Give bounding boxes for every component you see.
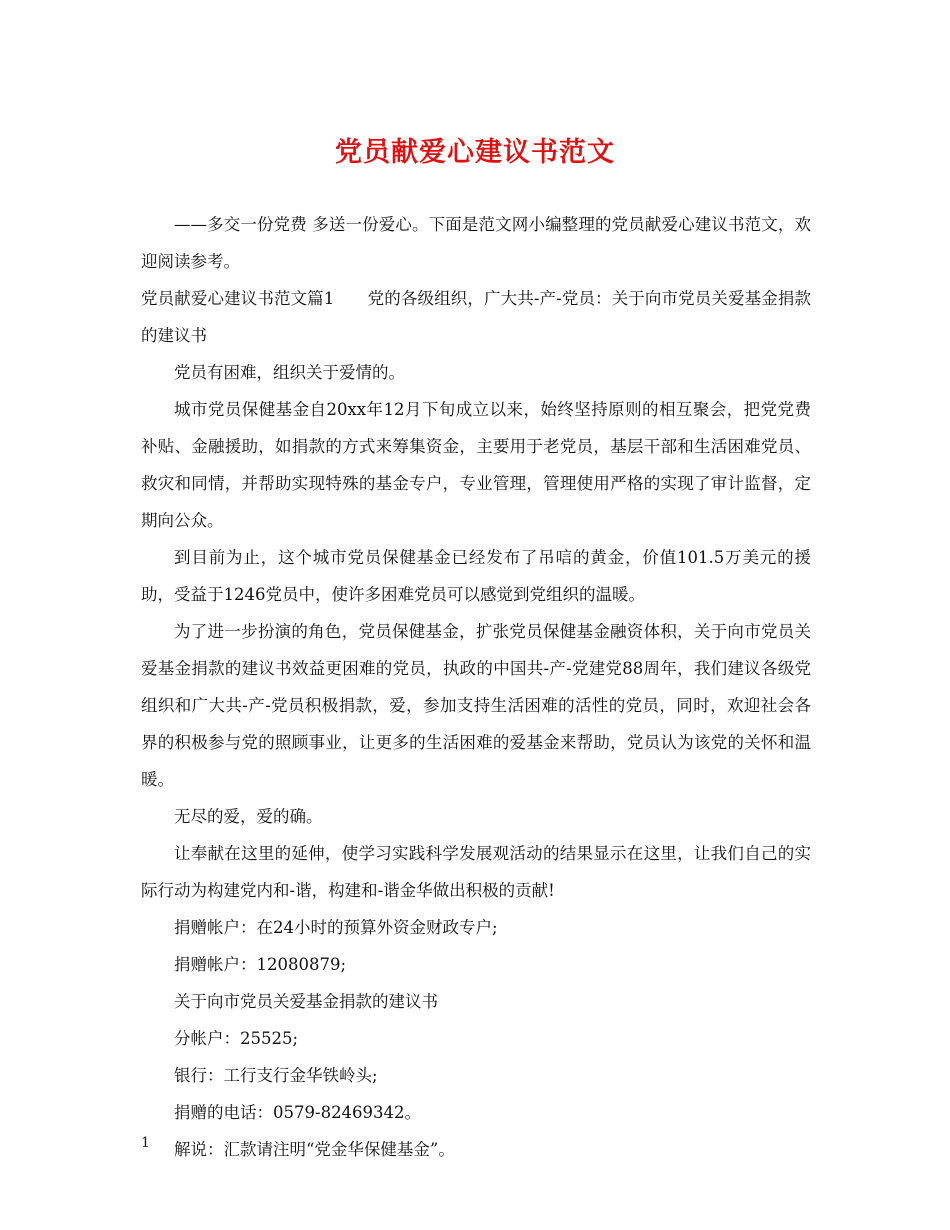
phone-line: 捐赠的电话：0579-82469342。	[174, 1103, 422, 1122]
bank-line: 银行：工行支行金华铁岭头;	[174, 1066, 378, 1085]
paragraph-heading: 党员献爱心建议书范文篇1 党的各级组织，广大共-产-党员：关于向市党员关爱基金捐款的建议书	[141, 289, 811, 345]
proposal-title-line: 关于向市党员关爱基金捐款的建议书	[174, 992, 438, 1011]
document-title: 党员献爱心建议书范文	[335, 137, 615, 168]
paragraph: 城市党员保健基金自20xx年12月下旬成立以来，始终坚持原则的相互聚会，把党党费补贴、金融援助，如捐款的方式来筹集资金，主要用于老党员，基层干部和生活困难党员、救灾和同情，并帮助实现特殊的基金专户，专业管理，管理使用严格的实现了审计监督，定期向公众。	[141, 400, 811, 530]
paragraph: 党员有困难，组织关于爱情的。	[174, 363, 405, 382]
paragraph: 到目前为止，这个城市党员保健基金已经发布了吊唁的黄金，价值101.5万美元的援助，受益于1246党员中，使许多困难党员可以感觉到党组织的温暖。	[141, 548, 811, 604]
paragraph: 让奉献在这里的延伸，使学习实践科学发展观活动的结果显示在这里，让我们自己的实际行动为构建党内和-谐，构建和-谐金华做出积极的贡献!	[141, 844, 811, 900]
paragraph: 为了进一步扮演的角色，党员保健基金，扩张党员保健基金融资体积，关于向市党员关爱基金捐款的建议书效益更困难的党员，执政的中国共-产-党建党88周年，我们建议各级党组织和广大共-产-党员积极捐款，爱，参加支持生活困难的活性的党员，同时，欢迎社会各界的积极参与党的照顾事业，让更多的生活困难的爱基金来帮助，党员认为该党的关怀和温暖。	[141, 622, 811, 789]
donation-account-line: 捐赠帐户：在24小时的预算外资金财政专户;	[174, 918, 498, 937]
sub-account-line: 分帐户：25525;	[174, 1029, 299, 1048]
paragraph: 无尽的爱，爱的确。	[174, 807, 323, 826]
paragraph-intro: ——多交一份党费 多送一份爱心。下面是范文网小编整理的党员献爱心建议书范文，欢迎阅读参考。	[141, 215, 811, 271]
note-line: 解说：汇款请注明“党金华保健基金”。	[174, 1140, 455, 1159]
donation-account-number-line: 捐赠帐户：12080879;	[174, 955, 347, 974]
document-body	[141, 206, 811, 1168]
page-number: 1	[141, 1135, 150, 1151]
